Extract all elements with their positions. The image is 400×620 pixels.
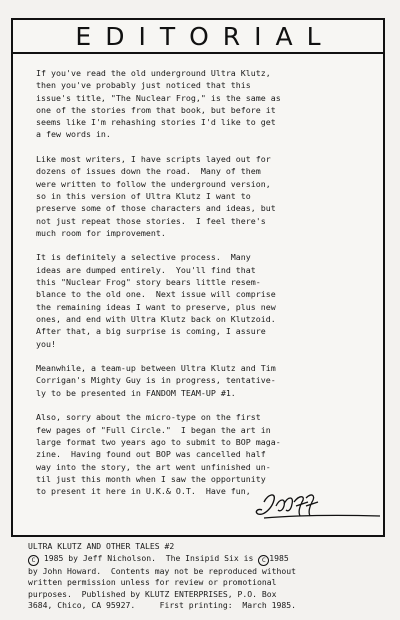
editorial-line: the remaining ideas I want to preserve, plus new — [36, 301, 276, 312]
editorial-line: way into the story, the art went unfinished un- — [36, 461, 271, 472]
editorial-line: ly to be presented in FANDOM TEAM-UP #1. — [36, 387, 236, 398]
editorial-body — [36, 67, 362, 510]
credits-line-5: purposes. Published by KLUTZ ENTERPRISES, P.O. Box — [28, 588, 277, 599]
editorial-line: After that, a big surprise is coming, I assure — [36, 326, 266, 337]
credits-line-6: 3684, Chico, CA 95927. First printing: March 1985. — [28, 600, 297, 611]
editorial-paragraph — [36, 362, 362, 399]
editorial-line: a few words in. — [36, 129, 111, 140]
copyright-symbol-icon: C — [28, 555, 39, 566]
credits-copyright-year: 1985 — [269, 552, 289, 563]
credits-title-line: ULTRA KLUTZ AND OTHER TALES #2 — [28, 541, 175, 551]
credits-copyright-text: 1985 by Jeff Nicholson. The Insipid Six is — [39, 552, 259, 563]
editorial-line: issue's title, "The Nuclear Frog," is the same as — [36, 92, 281, 103]
editorial-paragraph — [36, 251, 362, 349]
editorial-paragraph — [36, 67, 362, 141]
editorial-line: to present it here in U.K.& O.T. Have fun, — [36, 486, 251, 497]
editorial-line: so in this version of Ultra Klutz I want to — [36, 190, 251, 201]
editorial-title: EDITORIAL — [75, 21, 335, 51]
editorial-line: were written to follow the underground version, — [36, 178, 271, 189]
editorial-line: It is definitely a selective process. Many — [36, 252, 251, 263]
editorial-line: Corrigan's Mighty Guy is in progress, tentative- — [36, 375, 276, 386]
signature-image — [250, 488, 382, 522]
editorial-line: ones, and end with Ultra Klutz back on Klutzoid. — [36, 313, 276, 324]
editorial-line: much room for improvement. — [36, 227, 166, 238]
editorial-line: one of the stories from that book, but before it — [36, 104, 276, 115]
credits-line-4: written permission unless for review or promotional — [28, 577, 277, 588]
editorial-line: few pages of "Full Circle." I began the art in — [36, 424, 271, 435]
editorial-line: dozens of issues down the road. Many of them — [36, 166, 261, 177]
editorial-line: then you've probably just noticed that this — [36, 80, 251, 91]
copyright-symbol-icon-2: C — [258, 555, 269, 566]
editorial-line: Meanwhile, a team-up between Ultra Klutz and Tim — [36, 363, 276, 374]
editorial-line: ideas are dumped entirely. You'll find that — [36, 264, 256, 275]
editorial-line: seems like I'm rehashing stories I'd like to get — [36, 117, 276, 128]
credits-line-3: by John Howard. Contents may not be reproduced without — [28, 565, 297, 576]
editorial-header-box — [11, 18, 385, 54]
editorial-line: this "Nuclear Frog" story bears little resem- — [36, 277, 261, 288]
editorial-line: blance to the old one. Next issue will comprise — [36, 289, 276, 300]
credits-copyright-line — [28, 553, 378, 566]
editorial-line: Like most writers, I have scripts layed out for — [36, 154, 271, 165]
editorial-paragraph — [36, 153, 362, 239]
editorial-line: Also, sorry about the micro-type on the first — [36, 412, 261, 423]
editorial-line: til just this month when I saw the opportunity — [36, 473, 266, 484]
editorial-line: If you've read the old underground Ultra Klutz, — [36, 68, 271, 78]
editorial-paragraph — [36, 411, 362, 497]
editorial-line: not just repeat those stories. I feel there's — [36, 215, 266, 226]
editorial-line: large format two years ago to submit to BOP maga- — [36, 436, 281, 447]
editorial-line: you! — [36, 338, 56, 349]
editorial-line: preserve some of those characters and ideas, but — [36, 203, 276, 214]
editorial-line: zine. Having found out BOP was cancelled half — [36, 449, 266, 460]
publication-credits — [28, 541, 378, 612]
